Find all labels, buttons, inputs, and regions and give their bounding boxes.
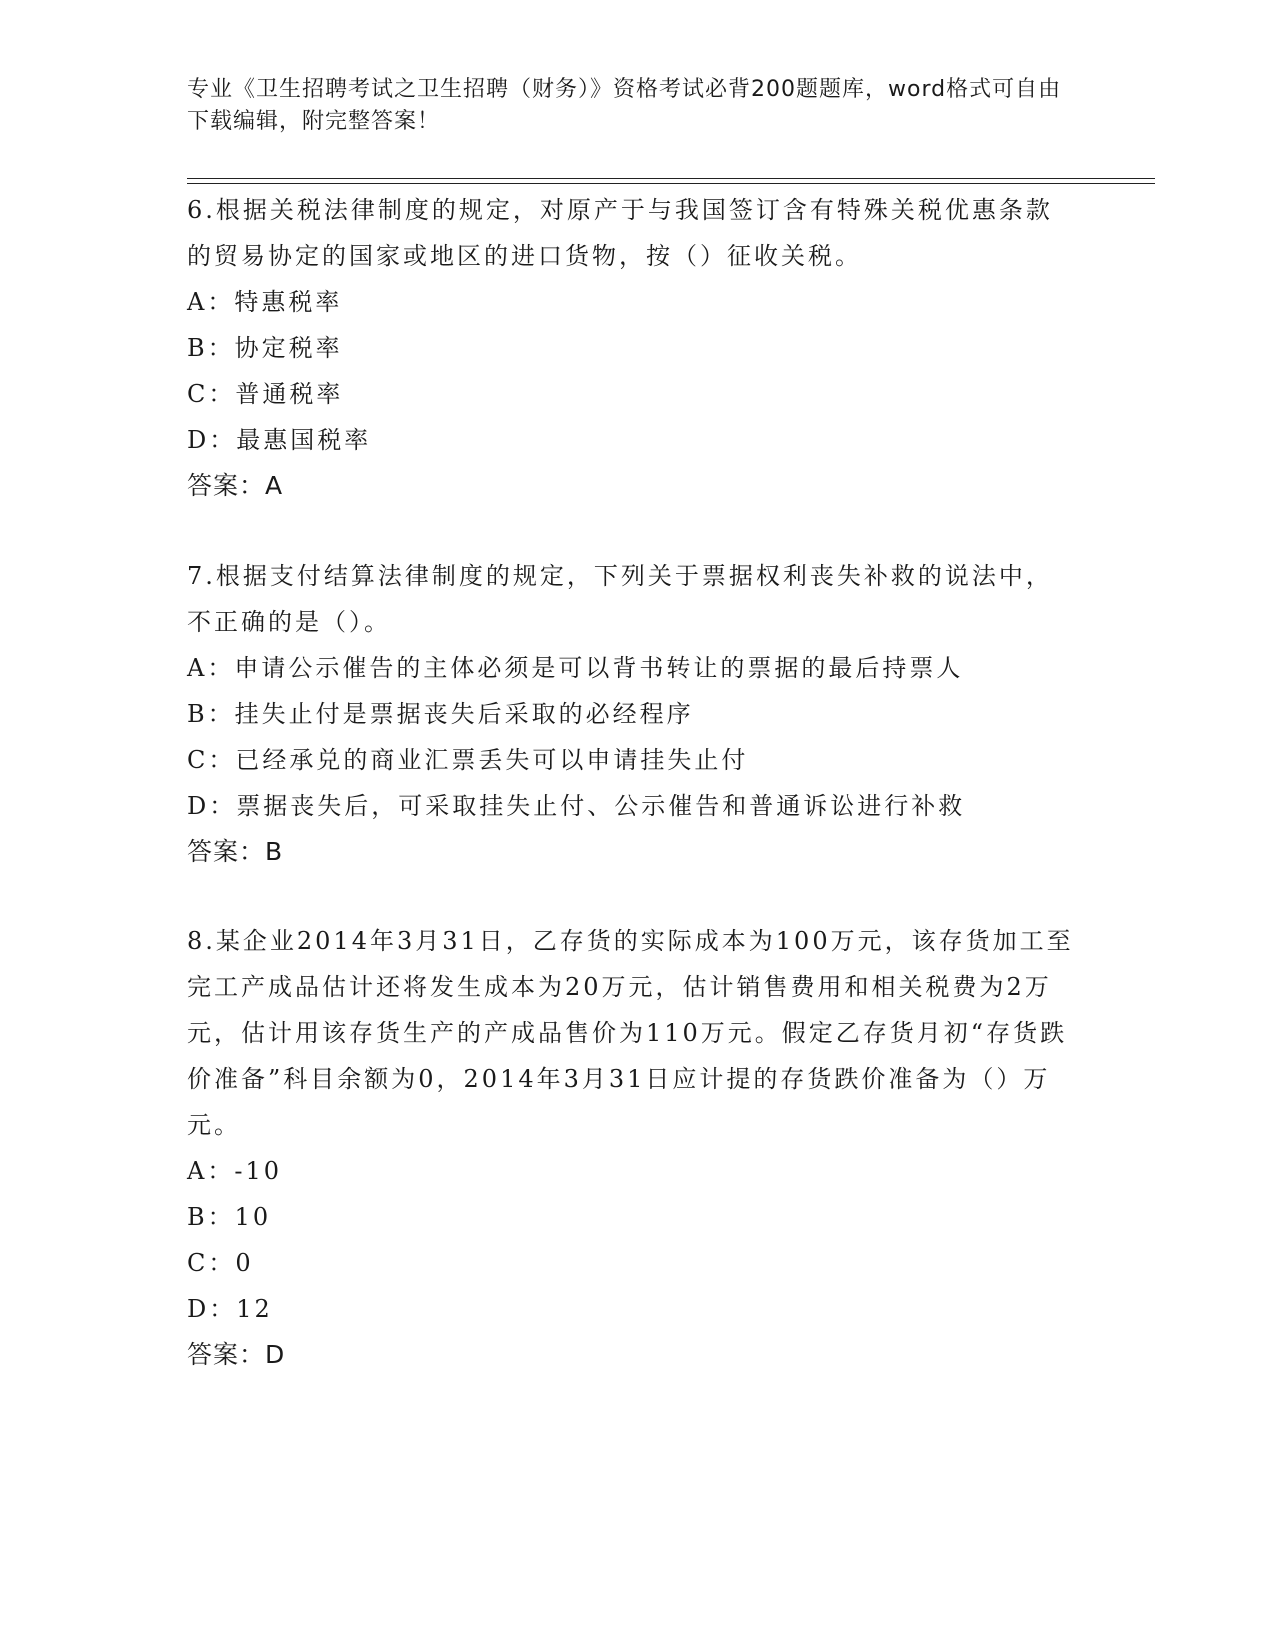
document-intro: 专业《卫生招聘考试之卫生招聘（财务）》资格考试必背200题题库，word格式可自由下载编辑，附完整答案！	[187, 77, 1062, 134]
answer-line: 答案：A	[187, 471, 284, 500]
header-divider-top	[187, 178, 1155, 179]
option-c: C：已经承兑的商业汇票丢失可以申请挂失止付	[187, 746, 749, 774]
option-d: D：12	[187, 1295, 273, 1323]
question-6	[187, 187, 1077, 509]
option-d: D：最惠国税率	[187, 426, 372, 454]
option-c: C：普通税率	[187, 380, 344, 408]
option-b: B：挂失止付是票据丧失后采取的必经程序	[187, 700, 694, 728]
header-divider-bottom	[187, 183, 1155, 184]
option-a: A：-10	[187, 1157, 282, 1185]
option-c: C：0	[187, 1249, 254, 1277]
option-a: A：申请公示催告的主体必须是可以背书转让的票据的最后持票人	[187, 654, 964, 682]
question-stem: 8.某企业2014年3月31日，乙存货的实际成本为100万元，该存货加工至完工产成品估计还将发生成本为20万元，估计销售费用和相关税费为2万元，估计用该存货生产的产成品售价为110万元。假定乙存货月初“存货跌价准备”科目余额为0，2014年3月31日应计提的存货跌价准备为（）万元。	[187, 927, 1074, 1139]
option-a: A：特惠税率	[187, 288, 343, 316]
option-d: D：票据丧失后，可采取挂失止付、公示催告和普通诉讼进行补救	[187, 792, 966, 820]
question-stem: 7.根据支付结算法律制度的规定，下列关于票据权利丧失补救的说法中，不正确的是（）。	[187, 562, 1053, 636]
question-7	[187, 553, 1077, 875]
question-8	[187, 918, 1077, 1378]
option-b: B：协定税率	[187, 334, 343, 362]
answer-line: 答案：B	[187, 837, 284, 866]
answer-line: 答案：D	[187, 1340, 286, 1369]
option-b: B：10	[187, 1203, 272, 1231]
question-stem: 6.根据关税法律制度的规定，对原产于与我国签订含有特殊关税优惠条款的贸易协定的国家或地区的进口货物，按（）征收关税。	[187, 196, 1053, 270]
